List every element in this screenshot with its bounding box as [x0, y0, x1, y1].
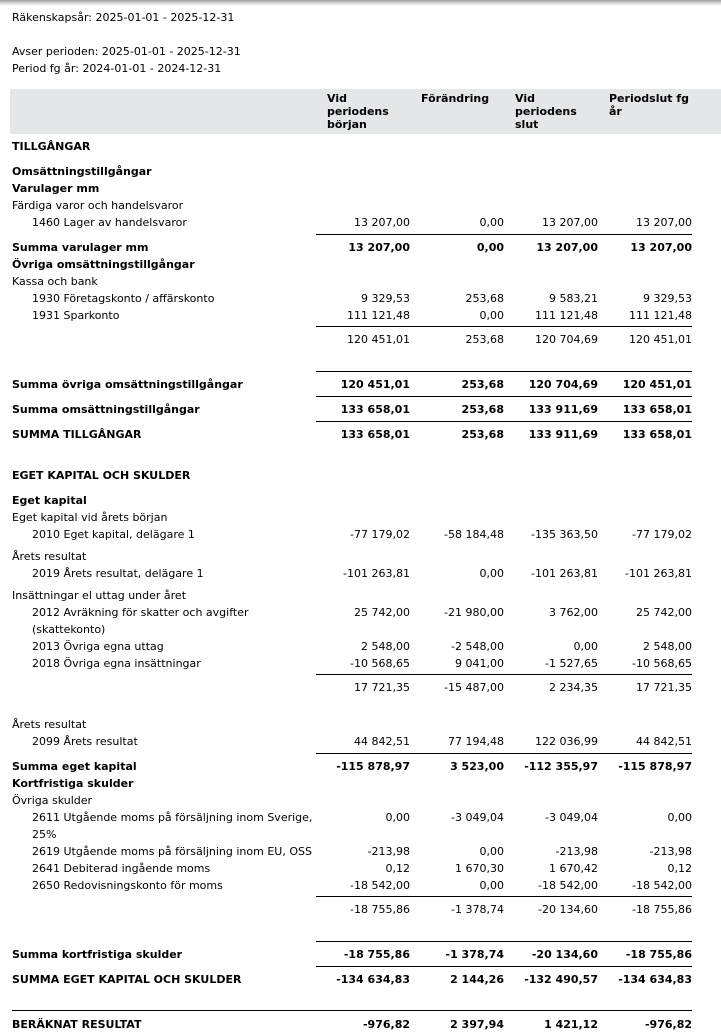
row-values: [316, 966, 692, 988]
period-value: 2025-01-01 - 2025-12-31: [101, 45, 241, 58]
value-cell: -3 049,04: [545, 811, 598, 824]
value-cell: -77 179,02: [632, 528, 692, 541]
value-cell: 133 658,01: [340, 428, 410, 441]
value-cell: 9 329,53: [643, 292, 692, 305]
row-values: [316, 896, 692, 918]
table-row-sum: [12, 234, 692, 256]
value-cell: -18 542,00: [350, 879, 410, 892]
row-values: [316, 396, 692, 418]
table-row-account: [12, 733, 692, 750]
value-cell: -101 263,81: [531, 567, 598, 580]
table-row-account: [12, 809, 692, 843]
value-cell: -115 878,97: [336, 760, 410, 773]
value-cell: -1 378,74: [445, 948, 504, 961]
row-values: [316, 565, 692, 582]
value-cell: 253,68: [461, 378, 504, 391]
value-cell: -132 490,57: [524, 973, 598, 986]
table-row-subtotal: [12, 326, 692, 348]
row-values: [316, 604, 692, 638]
row-values: [316, 843, 692, 860]
value-cell: 1 670,42: [549, 862, 598, 875]
value-cell: 0,00: [479, 879, 504, 892]
value-cell: 44 842,51: [354, 735, 410, 748]
value-cell: 120 451,01: [629, 333, 692, 346]
row-label: 2650 Redovisningskonto för moms: [32, 879, 223, 892]
value-cell: 133 658,01: [622, 403, 692, 416]
table-row-group: [12, 792, 692, 809]
balance-sheet-report: [0, 5, 721, 1033]
row-label: Summa varulager mm: [12, 241, 149, 254]
value-cell: -976,82: [362, 1018, 410, 1031]
fiscal-year-value: 2025-01-01 - 2025-12-31: [95, 11, 235, 24]
value-cell: 9 329,53: [361, 292, 410, 305]
table-row-account: [12, 843, 692, 860]
row-spacer: [12, 443, 692, 467]
table-header: [10, 89, 721, 134]
value-cell: -213,98: [649, 845, 692, 858]
table-row-h2: [12, 163, 692, 180]
value-cell: 253,68: [461, 428, 504, 441]
value-cell: 133 911,69: [528, 428, 598, 441]
row-spacer: [12, 348, 692, 368]
value-cell: 0,00: [479, 567, 504, 580]
table-row-h2: [12, 775, 692, 792]
value-cell: 2 548,00: [361, 640, 410, 653]
prev-period-line: [12, 60, 692, 77]
row-label: 2611 Utgående moms på försäljning inom Sverige, 25%: [32, 811, 313, 841]
row-values: [316, 877, 692, 894]
value-cell: 133 658,01: [340, 403, 410, 416]
table-row-h1: [12, 138, 692, 155]
table-row-group: [12, 197, 692, 214]
value-cell: -58 184,48: [444, 528, 504, 541]
row-values: [316, 941, 692, 963]
value-cell: 2 234,35: [549, 681, 598, 694]
table-row-sum: [12, 371, 692, 393]
row-label: [12, 674, 316, 696]
table-row-group: [12, 509, 692, 526]
row-values: [316, 371, 692, 393]
row-label: TILLGÅNGAR: [12, 140, 91, 153]
report-meta: [12, 5, 692, 77]
row-label: Övriga skulder: [12, 794, 93, 807]
fiscal-year-label: Räkenskapsår:: [12, 11, 92, 24]
value-cell: -134 634,83: [336, 973, 410, 986]
value-cell: 13 207,00: [630, 241, 692, 254]
row-values: [316, 421, 692, 443]
fiscal-year-line: [12, 9, 692, 26]
value-cell: 13 207,00: [536, 241, 598, 254]
value-cell: -101 263,81: [625, 567, 692, 580]
table-row-h2: [12, 256, 692, 273]
row-spacer: [12, 918, 692, 938]
column-header-prev-year-end: Periodslut fg år: [609, 92, 690, 118]
table-row-group: [12, 548, 692, 565]
row-spacer: [12, 988, 692, 1008]
value-cell: 13 207,00: [636, 216, 692, 229]
table-row-account: [12, 604, 692, 638]
value-cell: -2 548,00: [451, 640, 504, 653]
value-cell: 120 704,69: [535, 333, 598, 346]
value-cell: 253,68: [465, 333, 504, 346]
value-cell: 0,12: [385, 862, 410, 875]
row-label: Kortfristiga skulder: [12, 777, 134, 790]
table-row-account: [12, 877, 692, 894]
value-cell: -101 263,81: [343, 567, 410, 580]
table-row-grand: [12, 1010, 692, 1033]
row-label: 2099 Årets resultat: [32, 735, 138, 748]
row-label: EGET KAPITAL OCH SKULDER: [12, 469, 191, 482]
value-cell: 0,00: [667, 811, 692, 824]
row-label: 2619 Utgående moms på försäljning inom EU, OSS: [32, 845, 312, 858]
row-label: 2012 Avräkning för skatter och avgifter (skattekonto): [32, 606, 249, 636]
value-cell: -20 134,60: [538, 903, 598, 916]
value-cell: -18 542,00: [538, 879, 598, 892]
table-row-account: [12, 526, 692, 543]
value-cell: 3 523,00: [450, 760, 504, 773]
value-cell: -112 355,97: [524, 760, 598, 773]
row-label: Summa eget kapital: [12, 760, 137, 773]
column-header-change: Förändring: [421, 92, 490, 105]
value-cell: -134 634,83: [618, 973, 692, 986]
value-cell: -10 568,65: [350, 657, 410, 670]
row-label: 2641 Debiterad ingående moms: [32, 862, 211, 875]
table-row-h2: [12, 492, 692, 509]
row-label: Omsättningstillgångar: [12, 165, 152, 178]
table-row-subtotal: [12, 896, 692, 918]
row-values: [316, 638, 692, 655]
value-cell: -10 568,65: [632, 657, 692, 670]
value-cell: 133 911,69: [528, 403, 598, 416]
row-values: [316, 214, 692, 231]
value-cell: -18 755,86: [343, 948, 410, 961]
value-cell: 17 721,35: [354, 681, 410, 694]
row-spacer: [12, 484, 692, 492]
period-label: Avser perioden:: [12, 45, 99, 58]
table-row-sum: [12, 753, 692, 775]
period-line: [12, 43, 692, 60]
table-row-group: [12, 273, 692, 290]
table-row-sum: [12, 966, 692, 988]
table-row-account: [12, 638, 692, 655]
table-row-account: [12, 290, 692, 307]
row-label: Eget kapital vid årets början: [12, 511, 168, 524]
row-values: [316, 655, 692, 672]
row-values: [316, 809, 692, 843]
value-cell: 111 121,48: [629, 309, 692, 322]
table-row-account: [12, 307, 692, 324]
table-row-group: [12, 587, 692, 604]
value-cell: 120 451,01: [622, 378, 692, 391]
value-cell: -18 755,86: [625, 948, 692, 961]
table-row-sum: [12, 421, 692, 443]
value-cell: 9 583,21: [549, 292, 598, 305]
value-cell: -18 755,86: [632, 903, 692, 916]
row-values: [316, 234, 692, 256]
value-cell: 17 721,35: [636, 681, 692, 694]
value-cell: 111 121,48: [347, 309, 410, 322]
column-header-period-end: Vid periodens slut: [515, 92, 577, 131]
table-row-subtotal: [12, 674, 692, 696]
value-cell: 0,00: [479, 845, 504, 858]
report-rows: [12, 134, 692, 1033]
value-cell: 0,00: [573, 640, 598, 653]
value-cell: 2 548,00: [643, 640, 692, 653]
value-cell: 0,12: [667, 862, 692, 875]
column-header-period-start: Vid periodens början: [327, 92, 389, 131]
row-label: Summa övriga omsättningstillgångar: [12, 378, 243, 391]
row-values: [316, 307, 692, 324]
row-label: BERÄKNAT RESULTAT: [12, 1018, 142, 1031]
row-values: [316, 860, 692, 877]
prev-period-label: Period fg år:: [12, 62, 79, 75]
row-label: Summa omsättningstillgångar: [12, 403, 200, 416]
row-values: [316, 1016, 692, 1033]
value-cell: 253,68: [465, 292, 504, 305]
row-label: Eget kapital: [12, 494, 87, 507]
row-label: 2013 Övriga egna uttag: [32, 640, 164, 653]
row-label: 1460 Lager av handelsvaror: [32, 216, 187, 229]
value-cell: -3 049,04: [451, 811, 504, 824]
value-cell: 133 658,01: [622, 428, 692, 441]
row-label: Färdiga varor och handelsvaror: [12, 199, 184, 212]
row-values: [316, 526, 692, 543]
row-label: Varulager mm: [12, 182, 100, 195]
value-cell: 0,00: [476, 241, 504, 254]
value-cell: 2 397,94: [450, 1018, 504, 1031]
value-cell: -21 980,00: [444, 606, 504, 619]
row-values: [316, 290, 692, 307]
table-row-sum: [12, 396, 692, 418]
table-row-account: [12, 655, 692, 672]
value-cell: 13 207,00: [354, 216, 410, 229]
row-label: 2010 Eget kapital, delägare 1: [32, 528, 195, 541]
row-values: [316, 733, 692, 750]
value-cell: -115 878,97: [618, 760, 692, 773]
value-cell: 0,00: [385, 811, 410, 824]
value-cell: 120 704,69: [528, 378, 598, 391]
value-cell: -77 179,02: [350, 528, 410, 541]
value-cell: -18 755,86: [350, 903, 410, 916]
value-cell: -1 527,65: [545, 657, 598, 670]
row-label: SUMMA EGET KAPITAL OCH SKULDER: [12, 973, 242, 986]
table-row-h1: [12, 467, 692, 484]
value-cell: -213,98: [367, 845, 410, 858]
row-label: Kassa och bank: [12, 275, 98, 288]
table-row-sum: [12, 941, 692, 963]
value-cell: 25 742,00: [636, 606, 692, 619]
value-cell: -15 487,00: [444, 681, 504, 694]
row-label: [12, 326, 316, 348]
row-values: [316, 674, 692, 696]
value-cell: 0,00: [479, 216, 504, 229]
value-cell: -20 134,60: [531, 948, 598, 961]
value-cell: 122 036,99: [535, 735, 598, 748]
row-label: SUMMA TILLGÅNGAR: [12, 428, 142, 441]
value-cell: -18 542,00: [632, 879, 692, 892]
row-label: 2019 Årets resultat, delägare 1: [32, 567, 204, 580]
value-cell: 111 121,48: [535, 309, 598, 322]
value-cell: 0,00: [479, 309, 504, 322]
value-cell: -135 363,50: [531, 528, 598, 541]
value-cell: -1 378,74: [451, 903, 504, 916]
table-row-account: [12, 214, 692, 231]
value-cell: 120 451,01: [347, 333, 410, 346]
row-label: Insättningar el uttag under året: [12, 589, 187, 602]
row-label: 1930 Företagskonto / affärskonto: [32, 292, 215, 305]
table-row-account: [12, 565, 692, 582]
row-label: 2018 Övriga egna insättningar: [32, 657, 201, 670]
row-label: Årets resultat: [12, 718, 87, 731]
value-cell: 77 194,48: [448, 735, 504, 748]
value-cell: -976,82: [644, 1018, 692, 1031]
value-cell: 253,68: [461, 403, 504, 416]
row-label: Summa kortfristiga skulder: [12, 948, 183, 961]
row-values: [316, 753, 692, 775]
value-cell: 9 041,00: [455, 657, 504, 670]
row-label: [12, 896, 316, 918]
value-cell: -213,98: [555, 845, 598, 858]
value-cell: 1 421,12: [544, 1018, 598, 1031]
value-cell: 13 207,00: [348, 241, 410, 254]
row-spacer: [12, 696, 692, 716]
row-label: Årets resultat: [12, 550, 87, 563]
prev-period-value: 2024-01-01 - 2024-12-31: [82, 62, 222, 75]
table-row-group: [12, 716, 692, 733]
value-cell: 2 144,26: [450, 973, 504, 986]
table-row-account: [12, 860, 692, 877]
table-row-h2: [12, 180, 692, 197]
value-cell: 13 207,00: [542, 216, 598, 229]
row-values: [316, 326, 692, 348]
row-label: 1931 Sparkonto: [32, 309, 120, 322]
row-label: Övriga omsättningstillgångar: [12, 258, 195, 271]
value-cell: 1 670,30: [455, 862, 504, 875]
value-cell: 120 451,01: [340, 378, 410, 391]
value-cell: 25 742,00: [354, 606, 410, 619]
value-cell: 3 762,00: [549, 606, 598, 619]
row-spacer: [12, 155, 692, 163]
value-cell: 44 842,51: [636, 735, 692, 748]
